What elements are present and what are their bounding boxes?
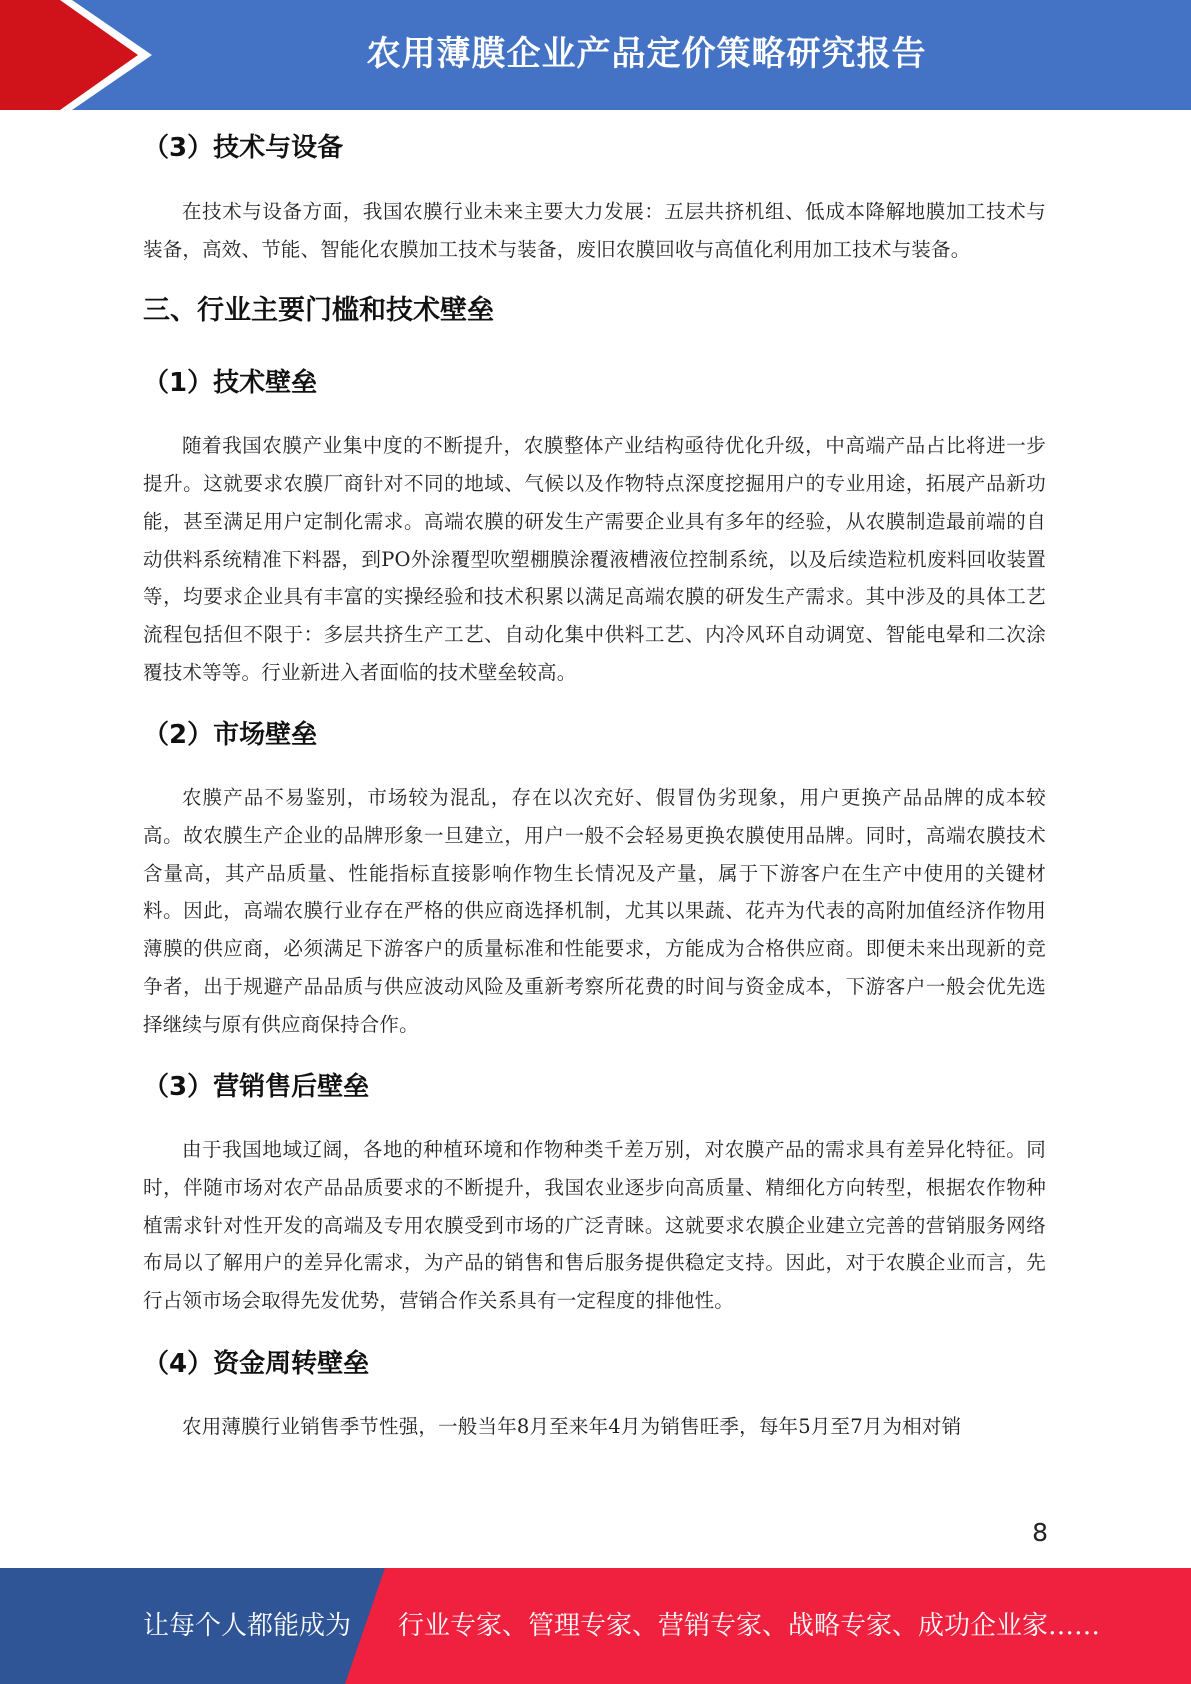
footer-slogan-left: 让每个人都能成为 — [143, 1611, 352, 1641]
report-title: 农用薄膜企业产品定价策略研究报告 — [366, 34, 927, 74]
heading-capital-barrier: （4）资金周转壁垒 — [143, 1348, 370, 1379]
heading-technical-barrier: （1）技术壁垒 — [143, 368, 318, 399]
paragraph-marketing-barrier: 由于我国地域辽阔，各地的种植环境和作物种类千差万别，对农膜产品的需求具有差异化特征。同时，伴随市场对农产品品质要求的不断提升，我国农业逐步向高质量、精细化方向转型，根据农作物种植需求针对性开发的高端及专用农膜受到市场的广泛青睐。这就要求农膜企业建立完善的营销服务网络布局以了解用户的差异化需求，为产品的销售和售后服务提供稳定支持。因此，对于农膜企业而言，先行占领市场会取得先发优势，营销合作关系具有一定程度的排他性。 — [143, 1138, 1046, 1313]
paragraph-technical-barrier: 随着我国农膜产业集中度的不断提升，农膜整体产业结构亟待优化升级，中高端产品占比将进一步提升。这就要求农膜厂商针对不同的地域、气候以及作物特点深度挖掘用户的专业用途，拓展产品新功能，甚至满足用户定制化需求。高端农膜的研发生产需要企业具有多年的经验，从农膜制造最前端的自动供料系统精准下料器，到PO外涂覆型吹塑棚膜涂覆液槽液位控制系统，以及后续造粒机废料回收装置等，均要求企业具有丰富的实操经验和技术积累以满足高端农膜的研发生产需求。其中涉及的具体工艺流程包括但不限于：多层共挤生产工艺、自动化集中供料工艺、内冷风环自动调宽、智能电晕和二次涂覆技术等等。行业新进入者面临的技术壁垒较高。 — [143, 434, 1046, 684]
paragraph-tech-equipment: 在技术与设备方面，我国农膜行业未来主要大力发展：五层共挤机组、低成本降解地膜加工技术与装备，高效、节能、智能化农膜加工技术与装备，废旧农膜回收与高值化利用加工技术与装备。 — [143, 200, 1046, 261]
heading-market-barrier: （2）市场壁垒 — [143, 720, 318, 751]
heading-industry-barriers: 三、行业主要门槛和技术壁垒 — [143, 295, 494, 327]
page-header — [0, 0, 1191, 110]
paragraph-market-barrier: 农膜产品不易鉴别，市场较为混乱，存在以次充好、假冒伪劣现象，用户更换产品品牌的成本较高。故农膜生产企业的品牌形象一旦建立，用户一般不会轻易更换农膜使用品牌。同时，高端农膜技术含量高，其产品质量、性能指标直接影响作物生长情况及产量，属于下游客户在生产中使用的关键材料。因此，高端农膜行业存在严格的供应商选择机制，尤其以果蔬、花卉为代表的高附加值经济作物用薄膜的供应商，必须满足下游客户的质量标准和性能要求，方能成为合格供应商。即便未来出现新的竞争者，出于规避产品品质与供应波动风险及重新考察所花费的时间与资金成本，下游客户一般会优先选择继续与原有供应商保持合作。 — [143, 786, 1046, 1036]
red-arrow-icon — [0, 0, 160, 110]
main-content — [143, 118, 1046, 1445]
heading-marketing-barrier: （3）营销售后壁垒 — [143, 1072, 370, 1103]
heading-tech-equipment: （3）技术与设备 — [143, 133, 344, 163]
page-footer — [0, 1568, 1191, 1684]
footer-slogan-right: 行业专家、管理专家、营销专家、战略专家、成功企业家…… — [398, 1611, 1101, 1641]
page-number: 8 — [1032, 1518, 1048, 1547]
paragraph-capital-barrier: 农用薄膜行业销售季节性强，一般当年8月至来年4月为销售旺季，每年5月至7月为相对销 — [182, 1414, 962, 1438]
